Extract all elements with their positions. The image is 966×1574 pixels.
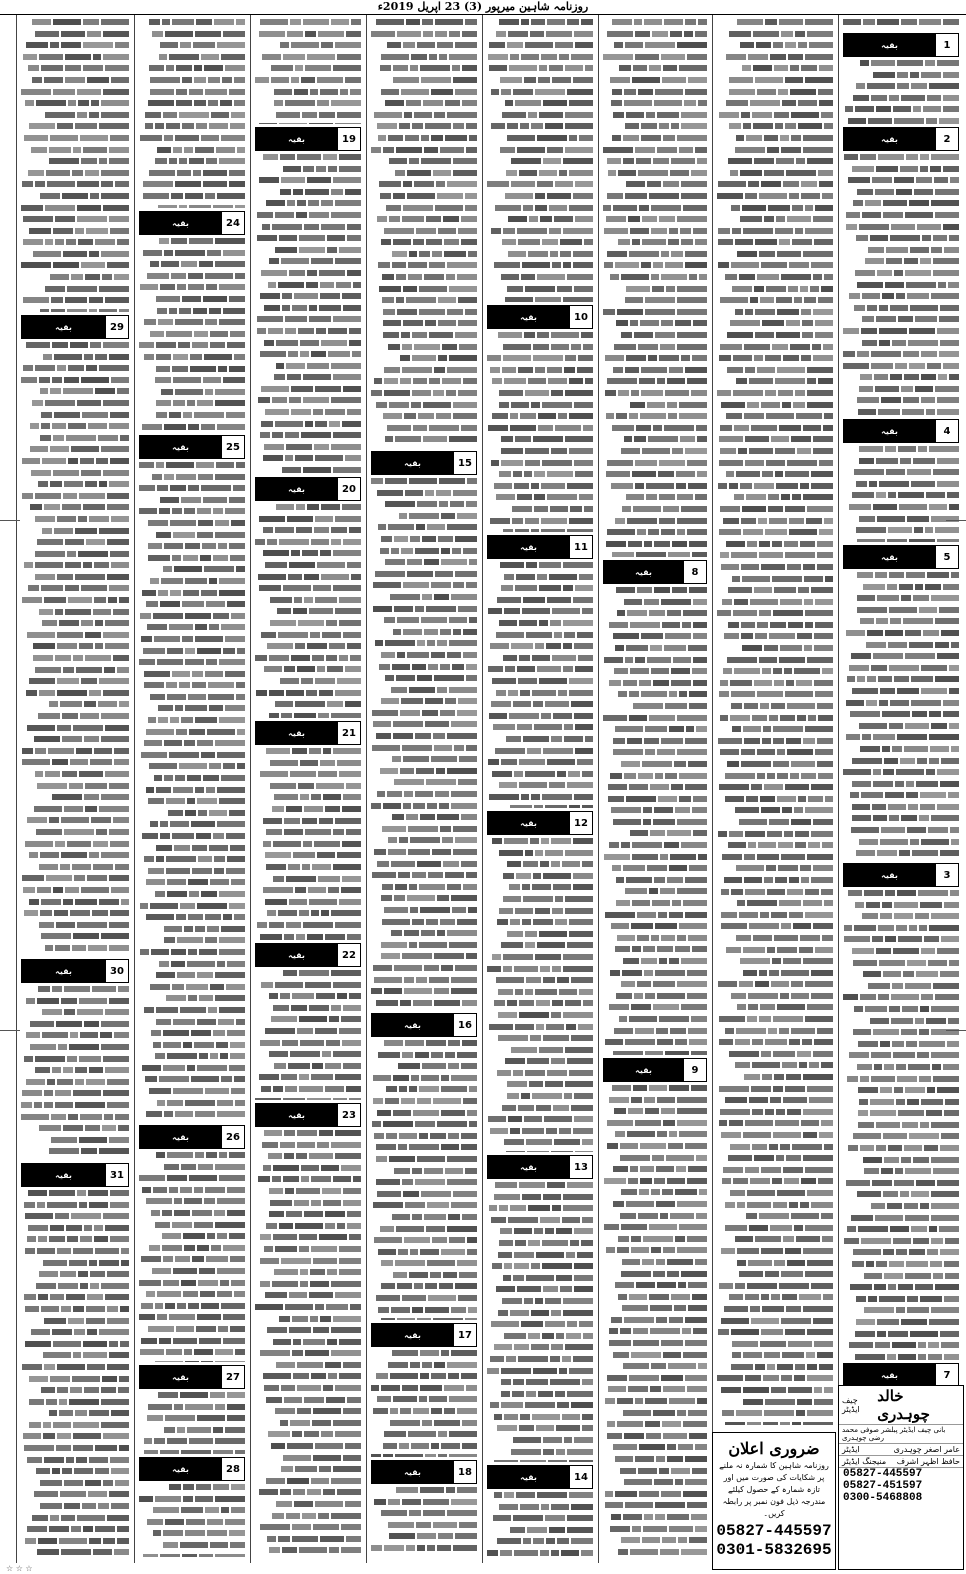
article-text-block — [370, 476, 478, 1010]
continuation-number: 26 — [221, 1126, 244, 1148]
continuation-label: بقیہ — [256, 944, 337, 966]
continuation-number: 4 — [935, 420, 958, 442]
article-text-block — [602, 585, 708, 1055]
imprint-phone: 05827-445597 — [843, 1468, 923, 1480]
continuation-number: 5 — [935, 546, 958, 568]
continuation-label: بقیہ — [488, 536, 569, 558]
continuation-badge — [487, 535, 593, 559]
crop-mark — [946, 1030, 966, 1031]
continuation-label: بقیہ — [140, 1458, 221, 1480]
crop-mark — [0, 520, 20, 521]
article-text-block — [842, 570, 960, 860]
continuation-badge — [371, 1323, 477, 1347]
continuation-number: 2 — [935, 128, 958, 150]
article-text-block — [20, 984, 130, 1160]
continuation-number: 15 — [453, 452, 476, 474]
continuation-label: بقیہ — [488, 1466, 569, 1488]
notice-phone: 05827-445597 — [716, 1522, 832, 1540]
continuation-label: بقیہ — [22, 960, 105, 982]
continuation-badge — [21, 959, 129, 983]
managing-editor-name: حافظ اظہر اشرف — [896, 1457, 960, 1466]
continuation-number: 11 — [569, 536, 592, 558]
continuation-badge — [843, 863, 959, 887]
article-text-block — [254, 152, 362, 474]
continuation-number: 31 — [105, 1164, 128, 1186]
continuation-label: بقیہ — [844, 420, 935, 442]
article-column — [134, 15, 249, 1563]
continuation-label: بقیہ — [488, 306, 569, 328]
crop-mark — [946, 520, 966, 521]
editor-row — [839, 1444, 963, 1456]
article-text-block — [486, 1490, 594, 1557]
article-text-block — [138, 17, 246, 208]
continuation-badge — [139, 1365, 245, 1389]
continuation-number: 27 — [221, 1366, 244, 1388]
continuation-number: 16 — [453, 1014, 476, 1036]
article-text-block — [138, 236, 246, 432]
continuation-badge — [255, 127, 361, 151]
article-text-block — [842, 152, 960, 416]
continuation-label: بقیہ — [372, 1324, 453, 1346]
continuation-label: بقیہ — [256, 722, 337, 744]
continuation-label: بقیہ — [22, 1164, 105, 1186]
article-text-block — [20, 340, 130, 956]
continuation-badge — [255, 721, 361, 745]
continuation-label: بقیہ — [22, 316, 105, 338]
continuation-badge — [255, 477, 361, 501]
chief-editor-label: چیف ایڈیٹر — [842, 1396, 860, 1414]
continuation-number: 13 — [569, 1156, 592, 1178]
continuation-badge — [255, 1103, 361, 1127]
notice-phone: 0301-5832695 — [716, 1541, 832, 1559]
article-text-block — [602, 1083, 708, 1557]
continuation-number: 10 — [569, 306, 592, 328]
continuation-label: بقیہ — [140, 436, 221, 458]
continuation-number: 17 — [453, 1324, 476, 1346]
continuation-label: بقیہ — [604, 1059, 683, 1081]
continuation-badge — [603, 1058, 707, 1082]
continuation-number: 9 — [683, 1059, 706, 1081]
continuation-number: 21 — [337, 722, 360, 744]
article-text-block — [254, 968, 362, 1100]
continuation-label: بقیہ — [140, 212, 221, 234]
continuation-badge — [843, 1363, 959, 1387]
article-text-block — [370, 1038, 478, 1320]
continuation-label: بقیہ — [256, 128, 337, 150]
continuation-badge — [21, 315, 129, 339]
notice-body: روزنامہ شاہین کا شمارہ نہ ملنے پر شکایات کی صورت میں اور تازہ شمارہ کے حصول کیلئے مندرجہ ذیل فون نمبر پر رابطہ کریں۔ — [719, 1461, 829, 1518]
article-text-block — [370, 1348, 478, 1457]
article-column — [366, 15, 481, 1563]
continuation-label: بقیہ — [140, 1126, 221, 1148]
article-column — [838, 15, 963, 1563]
continuation-number: 20 — [337, 478, 360, 500]
article-text-block — [254, 17, 362, 124]
chief-editor-row — [839, 1386, 963, 1425]
masthead: روزنامہ شاہین میرپور (3) 23 اپریل 2019ء — [0, 0, 966, 15]
continuation-badge — [487, 1465, 593, 1489]
continuation-label: بقیہ — [844, 864, 935, 886]
continuation-badge — [603, 560, 707, 584]
article-column — [16, 15, 133, 1563]
continuation-label: بقیہ — [140, 1366, 221, 1388]
article-text-block — [486, 836, 594, 1152]
article-text-block — [842, 888, 960, 1360]
continuation-number: 23 — [337, 1104, 360, 1126]
article-text-block — [602, 17, 708, 557]
continuation-number: 1 — [935, 34, 958, 56]
editor-name: عامر اصغر چوہدری — [893, 1445, 960, 1454]
continuation-badge — [139, 1125, 245, 1149]
article-text-block — [486, 330, 594, 532]
founder-text: بانی چیف ایڈیٹر پبلشر صوفی محمد رضی چوہدری — [842, 1426, 946, 1442]
continuation-label: بقیہ — [256, 1104, 337, 1126]
article-text-block — [842, 444, 960, 542]
imprint-box — [838, 1385, 964, 1570]
important-notice — [712, 1432, 836, 1570]
article-text-block — [842, 17, 960, 30]
continuation-number: 24 — [221, 212, 244, 234]
continuation-number: 12 — [569, 812, 592, 834]
continuation-number: 25 — [221, 436, 244, 458]
footer-stars: ☆ ☆ ☆ — [6, 1564, 33, 1573]
article-column — [250, 15, 365, 1563]
continuation-badge — [21, 1163, 129, 1187]
continuation-number: 8 — [683, 561, 706, 583]
managing-editor-label: منیجنگ ایڈیٹر — [842, 1457, 887, 1466]
continuation-badge — [139, 211, 245, 235]
continuation-label: بقیہ — [488, 1156, 569, 1178]
continuation-label: بقیہ — [488, 812, 569, 834]
continuation-label: بقیہ — [372, 1461, 453, 1483]
article-text-block — [716, 17, 834, 1425]
article-text-block — [254, 502, 362, 718]
article-column — [482, 15, 597, 1563]
continuation-number: 22 — [337, 944, 360, 966]
continuation-badge — [371, 1460, 477, 1484]
imprint-phone: 0300-5468808 — [843, 1492, 923, 1504]
continuation-number: 3 — [935, 864, 958, 886]
continuation-number: 29 — [105, 316, 128, 338]
continuation-badge — [843, 419, 959, 443]
founder-row — [839, 1425, 963, 1444]
article-text-block — [842, 58, 960, 124]
continuation-badge — [139, 435, 245, 459]
continuation-label: بقیہ — [844, 1364, 935, 1386]
article-column — [712, 15, 837, 1563]
article-column — [598, 15, 711, 1563]
continuation-badge — [487, 305, 593, 329]
article-text-block — [254, 746, 362, 940]
continuation-label: بقیہ — [372, 1014, 453, 1036]
continuation-number: 19 — [337, 128, 360, 150]
continuation-label: بقیہ — [372, 452, 453, 474]
article-text-block — [138, 1390, 246, 1454]
continuation-number: 14 — [569, 1466, 592, 1488]
managing-editor-row — [839, 1456, 963, 1468]
imprint-phone: 05827-451597 — [843, 1480, 923, 1492]
continuation-label: بقیہ — [256, 478, 337, 500]
continuation-badge — [843, 545, 959, 569]
continuation-badge — [371, 451, 477, 475]
article-text-block — [138, 1482, 246, 1557]
article-text-block — [20, 17, 130, 312]
continuation-number: 7 — [935, 1364, 958, 1386]
continuation-number: 30 — [105, 960, 128, 982]
article-text-block — [486, 17, 594, 302]
continuation-badge — [487, 811, 593, 835]
article-text-block — [254, 1128, 362, 1557]
continuation-number: 18 — [453, 1461, 476, 1483]
article-text-block — [370, 1485, 478, 1557]
continuation-badge — [487, 1155, 593, 1179]
crop-mark — [0, 1030, 20, 1031]
chief-editor-name: خالد چوہدری — [877, 1387, 930, 1423]
editor-label: ایڈیٹر — [842, 1445, 860, 1454]
article-text-block — [370, 17, 478, 448]
continuation-badge — [843, 127, 959, 151]
article-text-block — [486, 560, 594, 808]
continuation-badge — [139, 1457, 245, 1481]
article-text-block — [486, 1180, 594, 1462]
continuation-label: بقیہ — [844, 546, 935, 568]
continuation-label: بقیہ — [844, 128, 935, 150]
continuation-badge — [371, 1013, 477, 1037]
continuation-badge — [255, 943, 361, 967]
continuation-badge — [843, 33, 959, 57]
article-text-block — [20, 1188, 130, 1557]
continuation-number: 28 — [221, 1458, 244, 1480]
continuation-label: بقیہ — [844, 34, 935, 56]
article-text-block — [138, 460, 246, 1122]
continuation-label: بقیہ — [604, 561, 683, 583]
notice-title: ضروری اعلان — [728, 1439, 820, 1458]
article-text-block — [138, 1150, 246, 1362]
